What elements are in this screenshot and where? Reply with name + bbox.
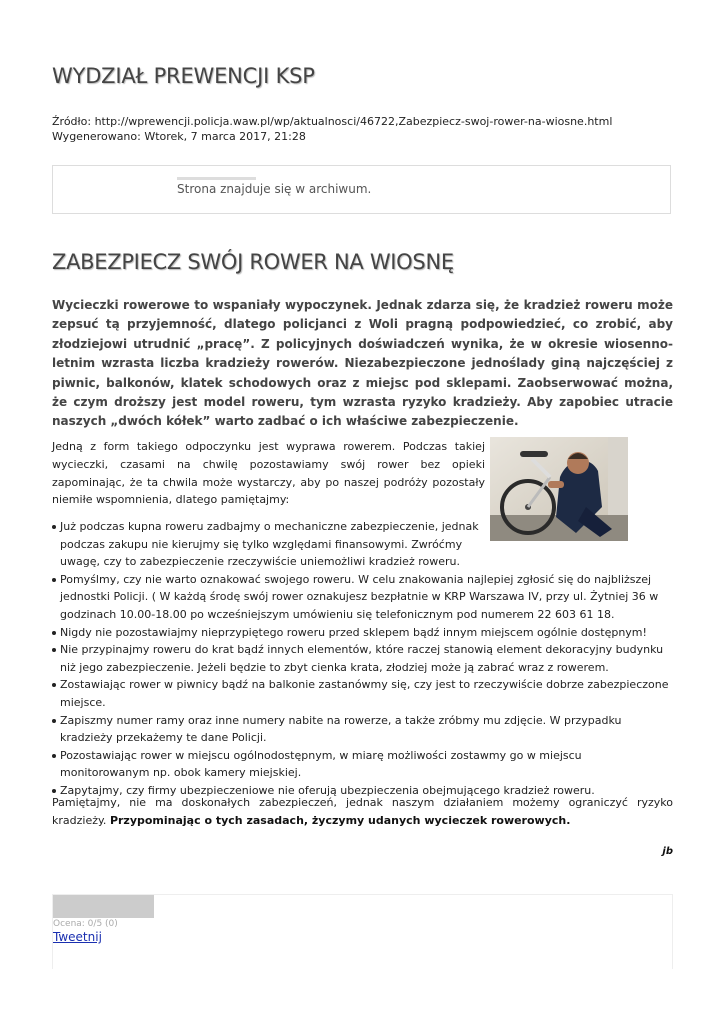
bullet-icon [52, 525, 56, 529]
article-outro [52, 794, 673, 830]
bullet-icon [52, 789, 56, 793]
generated-line: Wygenerowano: Wtorek, 7 marca 2017, 21:28 [52, 130, 306, 143]
list-item: Nie przypinajmy roweru do krat bądź innych elementów, które raczej stanowią element dekoracyjny budynku niż jego zabezpieczenie. Jeżeli będzie to zbyt cienka krata, złodziej może ją zabrać wraz z rowerem. [52, 641, 673, 676]
bullet-icon [52, 683, 56, 687]
rating-box [52, 894, 673, 969]
bullet-icon [52, 648, 56, 652]
page-meta [52, 114, 612, 144]
bullet-icon [52, 719, 56, 723]
rating-text: Ocena: 0/5 (0) [53, 919, 118, 929]
list-item: Nigdy nie pozostawiajmy nieprzypiętego roweru przed sklepem bądź innym miejscem ogólnie dostępnym! [52, 624, 673, 642]
outro-bold-text: Przypominając o tych zasadach, życzymy udanych wycieczek rowerowych. [109, 814, 571, 827]
list-item: Już podczas kupna roweru zadbajmy o mechaniczne zabezpieczenie, jednak podczas zakupu nie kierujmy się tylko względami finansowymi. Zwróćmy uwagę, czy to zabezpieczenie rzeczywiście uniemożliwi kradzież roweru. [52, 518, 491, 571]
bullet-icon [52, 631, 56, 635]
list-item: Zostawiając rower w piwnicy bądź na balkonie zastanówmy się, czy jest to rzeczywiście dobrze zabezpieczone miejsce. [52, 676, 673, 711]
list-item: Zapytajmy, czy firmy ubezpieczeniowe nie oferują ubezpieczenia obejmującego kradzież roweru. [52, 782, 673, 800]
bullet-icon [52, 754, 56, 758]
article-title: ZABEZPIECZ SWÓJ ROWER NA WIOSNĘ [52, 250, 454, 274]
archive-notice-box [52, 165, 671, 214]
bullet-icon [52, 578, 56, 582]
article-lead: Wycieczki rowerowe to wspaniały wypoczynek. Jednak zdarza się, że kradzież roweru może zepsuć tą przyjemność, dlatego policjanci z Woli pragną podpowiedzieć, co zrobić, aby złodziejowi utrudnić „pracę”. Z policyjnych doświadczeń wynika, że w okresie wiosenno-letnim wzrasta liczba kradzieży rowerów. Niezabezpieczone jednoślady giną najczęściej z piwnic, balkonów, klatek schodowych oraz z miejsc pod sklepami. Zaobserwować można, że czym droższy jest model roweru, tym wzrasta ryzyko kradzieży. Aby zapobiec utracie naszych „dwóch kółek” warto zadbać o ich właściwe zabezpieczenie. [52, 298, 673, 429]
tweet-link[interactable]: Tweetnij [53, 930, 102, 944]
archive-notice-bar [177, 177, 256, 180]
source-line: Źródło: http://wprewencji.policja.waw.pl/wp/aktualnosci/46722,Zabezpiecz-swoj-rower-na-wiosne.html [52, 115, 613, 128]
site-title: WYDZIAŁ PREWENCJI KSP [52, 64, 315, 88]
list-item: Zapiszmy numer ramy oraz inne numery nabite na rowerze, a także zróbmy mu zdjęcie. W przypadku kradzieży przekażemy te dane Policji. [52, 712, 673, 747]
list-item: Pomyślmy, czy nie warto oznakować swojego roweru. W celu znakowania najlepiej zgłosić się do najbliższej jednostki Policji. ( W każdą środę swój rower oznakujesz bezpłatnie w KRP Warszawa IV, przy ul. Żytniej 36 w godzinach 10.00-18.00 po wcześniejszym umówieniu się telefonicznym pod numerem 22 603 61 18. [52, 571, 673, 624]
article-intro: Jedną z form takiego odpoczynku jest wyprawa rowerem. Podczas takiej wycieczki, czasami na chwilę pozostawiamy swój rower bez opieki zapominając, że ta chwila może wystarczy, aby po naszej podróży pozostały niemiłe wspomnienia, dlatego pamiętajmy: [52, 440, 485, 507]
archive-notice-text: Strona znajduje się w archiwum. [177, 182, 372, 196]
tips-list [52, 518, 673, 800]
rating-stars-widget[interactable] [53, 895, 154, 918]
outro-text: Pamiętajmy, nie ma doskonałych zabezpieczeń, jednak naszym działaniem możemy ograniczyć ryzyko kradzieży. [52, 796, 673, 827]
list-item: Pozostawiając rower w miejscu ogólnodostępnym, w miarę możliwości zostawmy go w miejscu monitorowanym np. obok kamery miejskiej. [52, 747, 673, 782]
article-author: jb [662, 846, 673, 857]
